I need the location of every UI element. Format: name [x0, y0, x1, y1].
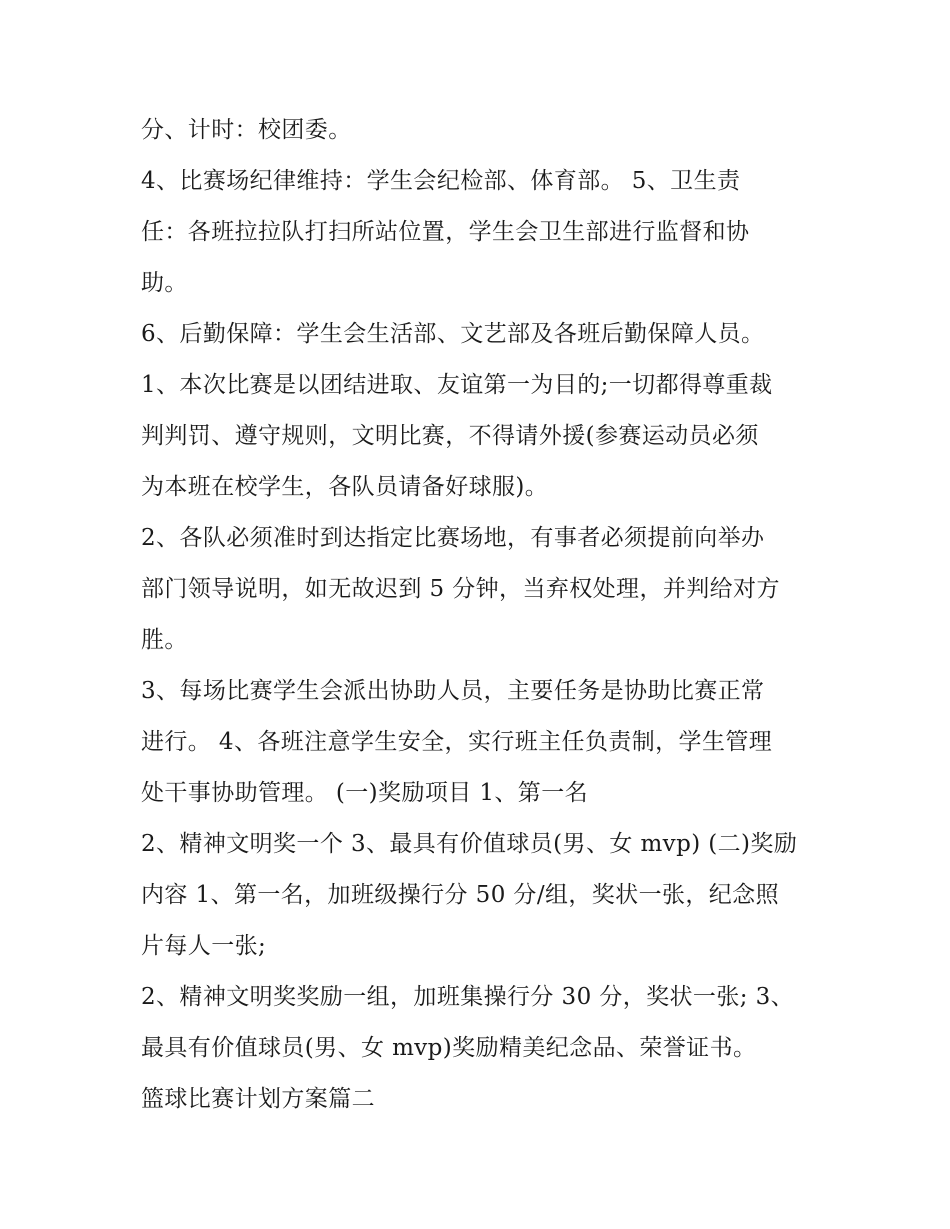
text-line: 2、精神文明奖奖励一组，加班集操行分 30 分，奖状一张; 3、 [141, 984, 795, 1010]
text-line: 分、计时：校团委。 [141, 117, 352, 143]
text-line: 3、每场比赛学生会派出协助人员，主要任务是协助比赛正常 [141, 678, 765, 704]
text-line: 6、后勤保障：学生会生活部、文艺部及各班后勤保障人员。 [141, 321, 765, 347]
text-line: 任：各班拉拉队打扫所站位置，学生会卫生部进行监督和协 [141, 219, 750, 245]
text-line: 进行。 4、各班注意学生安全，实行班主任负责制，学生管理 [141, 729, 773, 755]
text-line: 内容 1、第一名，加班级操行分 50 分/组，奖状一张，纪念照 [141, 882, 779, 908]
section-heading: 篮球比赛计划方案篇二 [141, 1086, 375, 1112]
document-body [141, 107, 821, 1127]
text-line: 部门领导说明，如无故迟到 5 分钟，当弃权处理，并判给对方 [141, 576, 780, 602]
text-line: 胜。 [141, 627, 188, 653]
text-line: 2、各队必须准时到达指定比赛场地，有事者必须提前向举办 [141, 525, 765, 551]
text-line: 助。 [141, 270, 188, 296]
text-line: 4、比赛场纪律维持：学生会纪检部、体育部。 5、卫生责 [141, 168, 741, 194]
text-line: 为本班在校学生，各队员请备好球服)。 [141, 474, 549, 500]
text-line: 2、精神文明奖一个 3、最具有价值球员(男、女 mvp) (二)奖励 [141, 831, 798, 857]
text-line: 最具有价值球员(男、女 mvp)奖励精美纪念品、荣誉证书。 [141, 1035, 757, 1061]
text-line: 片每人一张; [141, 933, 267, 959]
text-line: 1、本次比赛是以团结进取、友谊第一为目的;一切都得尊重裁 [141, 372, 773, 398]
text-line: 处干事协助管理。 (一)奖励项目 1、第一名 [141, 780, 589, 806]
text-line: 判判罚、遵守规则，文明比赛，不得请外援(参赛运动员必须 [141, 423, 759, 449]
